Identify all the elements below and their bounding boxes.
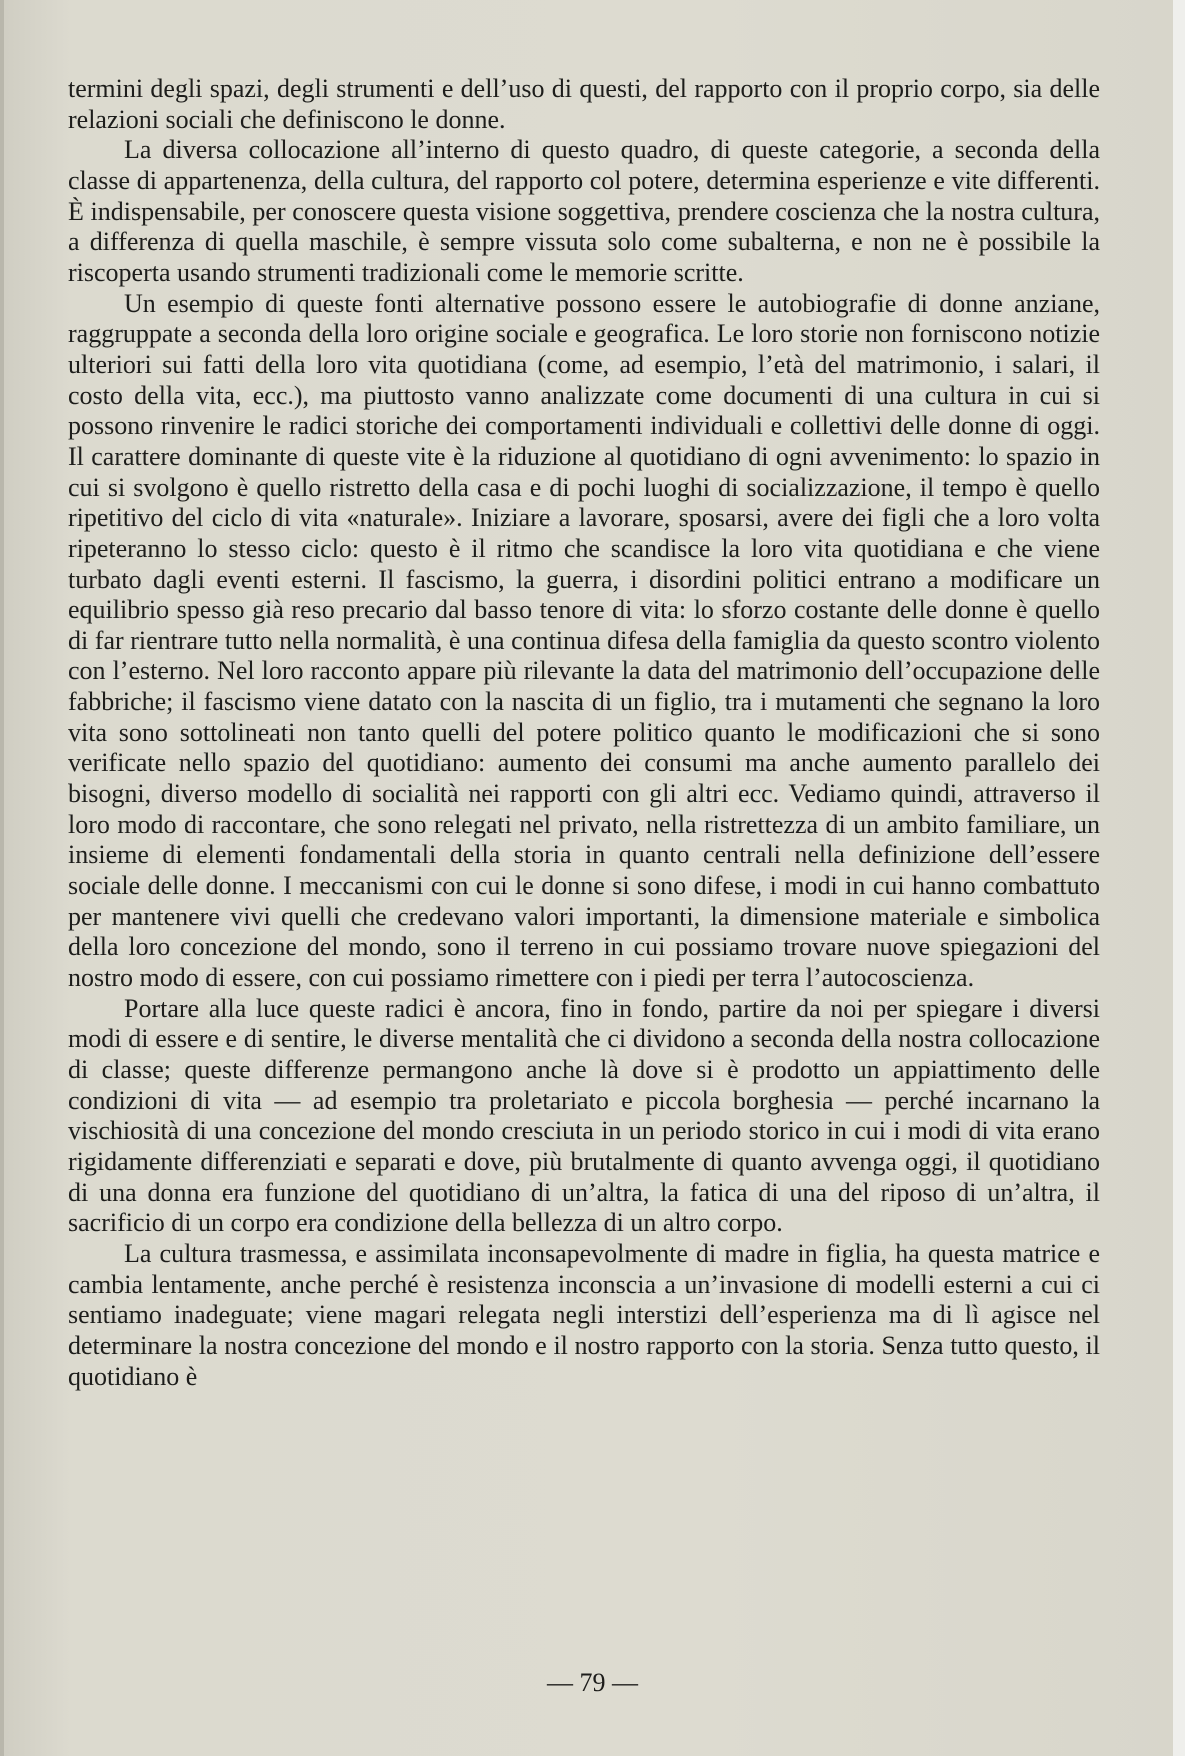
- page-number: — 79 —: [547, 1668, 638, 1697]
- paragraph: Portare alla luce queste radici è ancora, fino in fondo, partire da noi per spiegare i diversi modi di essere e di sentire, le diverse mentalità che ci dividono a seconda della nostra collocazione di classe; queste differenze permangono anche là dove si è prodotto un appiattimento delle condizioni di vita — ad esempio tra proletariato e piccola borghesia — perché incarnano la vischiosità di una concezione del mondo cresciuta in un periodo storico in cui i modi di vita erano rigidamente differenziati e separati e dove, più brutalmente di quanto avvenga oggi, il quotidiano di una donna era funzione del quotidiano di un’altra, la fatica di una del riposo di un’altra, il sacrificio di un corpo era condizione della bellezza di un altro corpo.: [68, 993, 1100, 1238]
- page-left-edge: [0, 0, 4, 1756]
- page-right-edge: [1173, 0, 1185, 1756]
- paragraph-continuation: termini degli spazi, degli strumenti e dell’uso di questi, del rapporto con il proprio corpo, sia delle relazioni sociali che definiscono le donne.: [68, 74, 1100, 134]
- body-text: [68, 74, 1100, 1392]
- paragraph: La cultura trasmessa, e assimilata inconsapevolmente di madre in figlia, ha questa matrice e cambia lentamente, anche perché è resistenza inconscia a un’invasione di modelli esterni a cui ci sentiamo inadeguate; viene magari relegata negli interstizi dell’esperienza ma di lì agisce nel determinare la nostra concezione del mondo e il nostro rapporto con la storia. Senza tutto questo, il quotidiano è: [68, 1238, 1100, 1391]
- paragraph: La diversa collocazione all’interno di questo quadro, di queste categorie, a seconda della classe di appartenenza, della cultura, del rapporto col potere, determina esperienze e vite differenti. È indispensabile, per conoscere questa visione soggettiva, prendere coscienza che la nostra cultura, a differenza di quella maschile, è sempre vissuta solo come subalterna, e non ne è possibile la riscoperta usando strumenti tradizionali come le memorie scritte.: [68, 135, 1100, 287]
- paragraph: Un esempio di queste fonti alternative possono essere le autobiografie di donne anziane, raggruppate a seconda della loro origine sociale e geografica. Le loro storie non forniscono notizie ulteriori sui fatti della loro vita quotidiana (come, ad esempio, l’età del matrimonio, i salari, il costo della vita, ecc.), ma piuttosto vanno analizzate come documenti di una cultura in cui si possono rinvenire le radici storiche dei comportamenti individuali e collettivi delle donne di oggi. Il carattere dominante di queste vite è la riduzione al quotidiano di ogni avvenimento: lo spazio in cui si svolgono è quello ristretto della casa e di pochi luoghi di socializzazione, il tempo è quello ripetitivo del ciclo di vita «naturale». Iniziare a lavorare, sposarsi, avere dei figli che a loro volta ripeteranno lo stesso ciclo: questo è il ritmo che scandisce la loro vita quotidiana e che viene turbato dagli eventi esterni. Il fascismo, la guerra, i disordini politici entrano a modificare un equilibrio spesso già reso precario dal basso tenore di vita: lo sforzo costante delle donne è quello di far rientrare tutto nella normalità, è una continua difesa della famiglia da questo scontro violento con l’esterno. Nel loro racconto appare più rilevante la data del matrimonio dell’occupazione delle fabbriche; il fascismo viene datato con la nascita di un figlio, tra i mutamenti che segnano la loro vita sono sottolineati non tanto quelli del potere politico quanto le modificazioni che si sono verificate nello spazio del quotidiano: aumento dei consumi ma anche aumento parallelo dei bisogni, diverso modello di socialità nei rapporti con gli altri ecc. Vediamo quindi, attraverso il loro modo di raccontare, che sono relegati nel privato, nella ristrettezza di un ambito familiare, un insieme di elementi fondamentali della storia in quanto centrali nella definizione dell’essere sociale delle donne. I meccanismi con cui le donne si sono difese, i modi in cui hanno combattuto per mantenere vivi quelli che credevano valori importanti, la dimensione materiale e simbolica della loro concezione del mondo, sono il terreno in cui possiamo trovare nuove spiegazioni del nostro modo di essere, con cui possiamo rimettere con i piedi per terra l’autocoscienza.: [68, 288, 1100, 993]
